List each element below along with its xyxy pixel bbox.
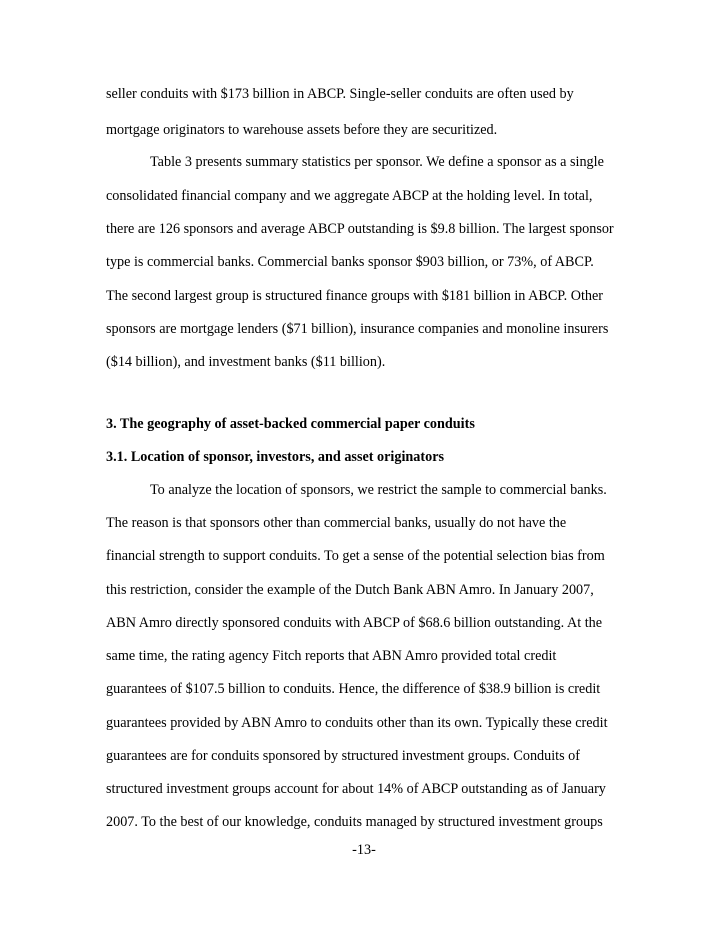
body-text-line: financial strength to support conduits. To get a sense of the potential selection bias from xyxy=(106,548,605,564)
body-text-line: consolidated financial company and we aggregate ABCP at the holding level. In total, xyxy=(106,188,593,204)
body-text-line: same time, the rating agency Fitch reports that ABN Amro provided total credit xyxy=(106,648,557,664)
body-text-line: structured investment groups account for about 14% of ABCP outstanding as of January xyxy=(106,781,606,797)
body-text-line: seller conduits with $173 billion in ABCP. Single-seller conduits are often used by xyxy=(106,86,574,102)
body-text-line: sponsors are mortgage lenders ($71 billion), insurance companies and monoline insurers xyxy=(106,321,609,337)
body-text-line: To analyze the location of sponsors, we restrict the sample to commercial banks. xyxy=(150,482,607,498)
section-heading: 3. The geography of asset-backed commercial paper conduits xyxy=(106,416,475,432)
body-text-line: there are 126 sponsors and average ABCP outstanding is $9.8 billion. The largest sponsor xyxy=(106,221,614,237)
body-text-line: this restriction, consider the example of the Dutch Bank ABN Amro. In January 2007, xyxy=(106,582,594,598)
body-text-line: guarantees are for conduits sponsored by structured investment groups. Conduits of xyxy=(106,748,580,764)
body-text-line: guarantees provided by ABN Amro to conduits other than its own. Typically these credit xyxy=(106,715,608,731)
body-text-line: The second largest group is structured finance groups with $181 billion in ABCP. Other xyxy=(106,288,604,304)
page-number: -13- xyxy=(352,842,376,858)
body-text-line: Table 3 presents summary statistics per sponsor. We define a sponsor as a single xyxy=(150,154,604,170)
body-text-line: ABN Amro directly sponsored conduits with ABCP of $68.6 billion outstanding. At the xyxy=(106,615,603,631)
body-text-line: mortgage originators to warehouse assets before they are securitized. xyxy=(106,122,498,138)
body-text-line: guarantees of $107.5 billion to conduits. Hence, the difference of $38.9 billion is credit xyxy=(106,681,601,697)
body-text-line: 2007. To the best of our knowledge, conduits managed by structured investment groups xyxy=(106,814,603,830)
body-text-line: The reason is that sponsors other than commercial banks, usually do not have the xyxy=(106,515,567,531)
subsection-heading: 3.1. Location of sponsor, investors, and asset originators xyxy=(106,449,445,465)
body-text-line: ($14 billion), and investment banks ($11 billion). xyxy=(106,354,386,370)
body-text-line: type is commercial banks. Commercial banks sponsor $903 billion, or 73%, of ABCP. xyxy=(106,254,594,270)
